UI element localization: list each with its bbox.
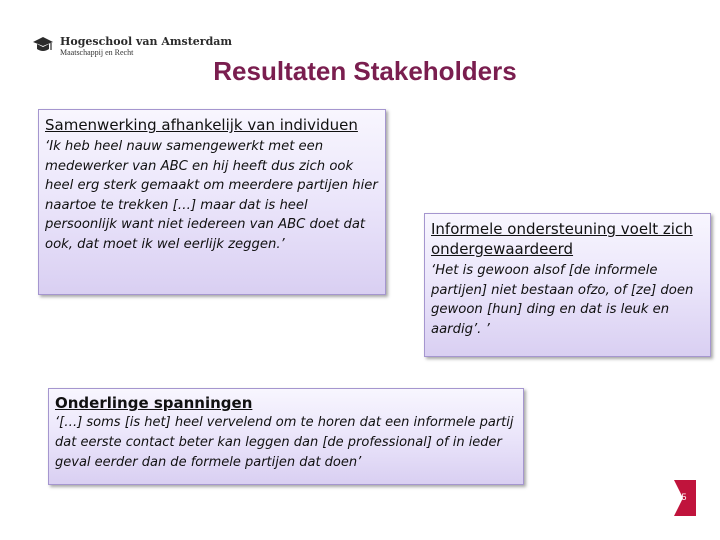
quote-box-cooperation	[38, 109, 386, 295]
institution-logo	[32, 36, 232, 57]
quote-box-heading: Onderlinge spanningen	[55, 394, 253, 412]
quote-box-text: ‘[…] soms [is het] heel vervelend om te horen dat een informele partij dat eerste contact beter kan leggen dan [de professional] of in ieder geval eerder dan de formele partijen dat doen’	[55, 415, 514, 470]
quote-box-tensions	[48, 388, 524, 485]
slide-title: Resultaten Stakeholders	[213, 56, 517, 86]
quote-box-heading: Informele ondersteuning voelt zich ondergewaardeerd	[431, 220, 693, 258]
page-number-badge	[674, 480, 698, 516]
quote-box-heading: Samenwerking afhankelijk van individuen	[45, 116, 358, 134]
quote-box-text: ‘Het is gewoon alsof [de informele partijen] niet bestaan ofzo, of [ze] doen gewoon [hun] ding en dat is leuk en aardig’. ’	[431, 263, 694, 337]
page-number: 5	[681, 492, 687, 502]
quote-box-text: ‘Ik heb heel nauw samengewerkt met een medewerker van ABC en hij heeft dus zich ook heel erg sterk gemaakt om meerdere partijen hier naartoe te trekken […] maar dat is heel persoonlijk want niet iedereen van ABC doet dat ook, dat moet ik wel eerlijk zeggen.’	[45, 139, 378, 252]
hva-logo-icon	[32, 36, 54, 54]
logo-name: Hogeschool van Amsterdam	[60, 35, 233, 48]
quote-box-informal-support	[424, 213, 711, 357]
logo-subtitle: Maatschappij en Recht	[60, 48, 134, 57]
